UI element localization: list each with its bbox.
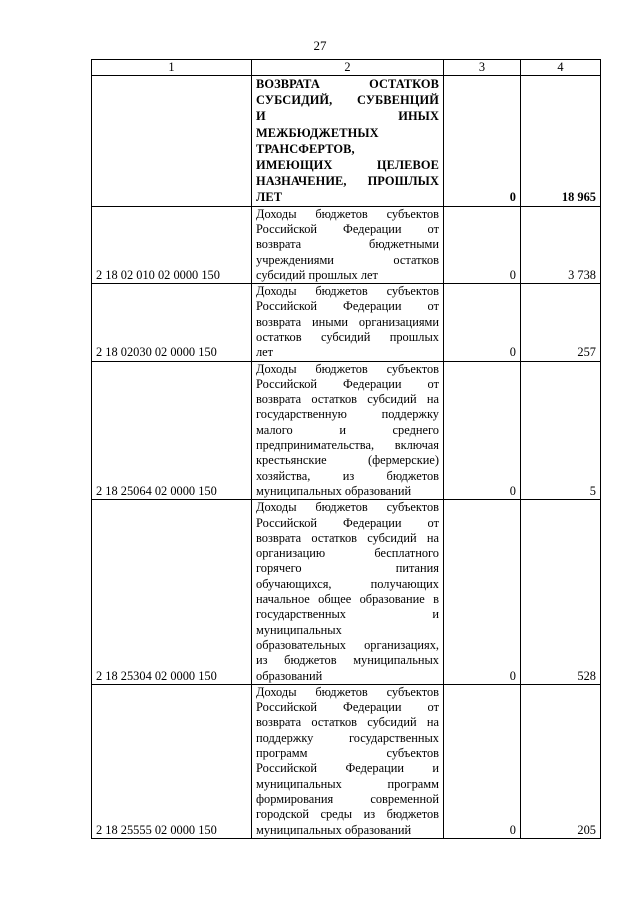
description-line: крестьянские (фермерские) [256,453,439,468]
description-line: Российской Федерации от [256,376,439,391]
description-line: И ИНЫХ [256,109,439,124]
page-number: 27 [313,38,327,53]
description-line: возврата бюджетными [256,237,439,252]
description-line: формирования современной [256,791,439,806]
income-description [252,206,444,283]
amount-col-4: 3 738 [521,206,601,283]
description-line: ИМЕЮЩИХ ЦЕЛЕВОЕ [256,158,439,173]
table-row [92,206,601,283]
income-description [252,76,444,207]
description-line: из бюджетов муниципальных [256,653,439,668]
classification-code: 2 18 25304 02 0000 150 [92,500,252,685]
income-description [252,284,444,361]
description-line: начальное общее образование в [256,592,439,607]
description-line: образовательных организациях, [256,637,439,652]
description-line: СУБСИДИЙ, СУБВЕНЦИЙ [256,93,439,108]
classification-code [92,76,252,207]
amount-col-4: 18 965 [521,76,601,207]
amount-col-3: 0 [444,361,521,500]
description-line: Российской Федерации от [256,700,439,715]
description-line: хозяйства, из бюджетов [256,468,439,483]
description-line: муниципальных [256,622,342,637]
description-line: Российской Федерации от [256,221,439,236]
description-line: возврата остатков субсидий на [256,715,439,730]
amount-col-4: 5 [521,361,601,500]
description-line: Доходы бюджетов субъектов [256,684,439,699]
amount-col-3: 0 [444,500,521,685]
description-line: образований [256,668,323,683]
description-line: муниципальных программ [256,776,439,791]
header-col-2: 2 [252,60,444,76]
description-line: возврата остатков субсидий на [256,530,439,545]
description-line: ТРАНСФЕРТОВ, [256,141,355,156]
description-line: муниципальных образований [256,483,412,498]
description-line: Доходы бюджетов субъектов [256,284,439,299]
table-row [92,284,601,361]
amount-col-4: 257 [521,284,601,361]
description-line: Доходы бюджетов субъектов [256,361,439,376]
amount-col-3: 0 [444,206,521,283]
description-line: государственную поддержку [256,407,439,422]
description-line: программ субъектов [256,746,439,761]
header-col-1: 1 [92,60,252,76]
classification-code: 2 18 02030 02 0000 150 [92,284,252,361]
classification-code: 2 18 02 010 02 0000 150 [92,206,252,283]
budget-table [91,59,601,839]
amount-col-3: 0 [444,284,521,361]
header-col-3: 3 [444,60,521,76]
header-col-4: 4 [521,60,601,76]
description-line: Российской Федерации от [256,515,439,530]
description-line: поддержку государственных [256,730,439,745]
description-line: учреждениями остатков [256,252,439,267]
description-line: НАЗНАЧЕНИЕ, ПРОШЛЫХ [256,174,439,189]
description-line: МЕЖБЮДЖЕТНЫХ [256,125,379,140]
description-line: ВОЗВРАТА ОСТАТКОВ [256,77,439,91]
amount-col-4: 205 [521,684,601,838]
description-line: Доходы бюджетов субъектов [256,500,439,515]
amount-col-4: 528 [521,500,601,685]
table-row [92,361,601,500]
description-line: предпринимательства, включая [256,438,439,453]
income-description [252,684,444,838]
description-line: горячего питания [256,561,439,576]
table-row [92,684,601,838]
table-row [92,500,601,685]
description-line: обучающихся, получающих [256,576,439,591]
header-row [92,60,601,76]
amount-col-3: 0 [444,684,521,838]
description-line: ЛЕТ [256,190,283,205]
description-line: Российской Федерации и [256,761,439,776]
table-row [92,76,601,207]
description-line: государственных и [256,607,439,622]
description-line: возврата иными организациями [256,314,439,329]
classification-code: 2 18 25555 02 0000 150 [92,684,252,838]
income-description [252,500,444,685]
description-line: малого и среднего [256,422,439,437]
description-line: остатков субсидий прошлых [256,330,439,344]
description-line: организацию бесплатного [256,546,439,561]
amount-col-3: 0 [444,76,521,207]
classification-code: 2 18 25064 02 0000 150 [92,361,252,500]
description-line: городской среды из бюджетов [256,807,439,822]
description-line: субсидий прошлых лет [256,267,378,282]
income-description [252,361,444,500]
description-line: Российской Федерации от [256,299,439,314]
description-line: лет [256,345,274,360]
description-line: муниципальных образований [256,822,412,837]
description-line: возврата остатков субсидий на [256,392,439,407]
description-line: Доходы бюджетов субъектов [256,206,439,221]
